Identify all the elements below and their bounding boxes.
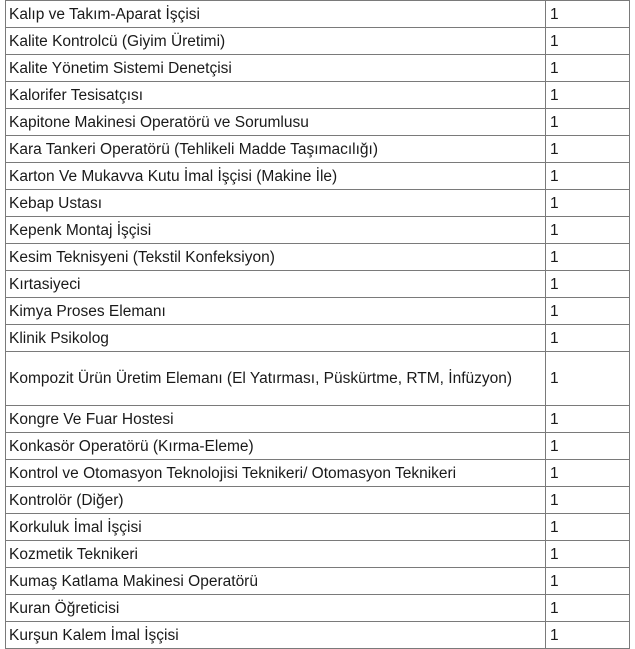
count-cell: 1 [546, 325, 630, 352]
table-row [6, 298, 630, 325]
occupation-name-cell: Kırtasiyeci [6, 271, 546, 298]
occupation-name-cell: Kompozit Ürün Üretim Elemanı (El Yatırması, Püskürtme, RTM, İnfüzyon) [6, 352, 546, 406]
occupation-table-body [6, 1, 630, 649]
table-row [6, 1, 630, 28]
occupation-name-cell: Kalıp ve Takım-Aparat İşçisi [6, 1, 546, 28]
count-cell: 1 [546, 460, 630, 487]
table-row [6, 352, 630, 406]
occupation-name-cell: Kalite Kontrolcü (Giyim Üretimi) [6, 28, 546, 55]
occupation-name-cell: Karton Ve Mukavva Kutu İmal İşçisi (Makine İle) [6, 163, 546, 190]
occupation-name-cell: Kalite Yönetim Sistemi Denetçisi [6, 55, 546, 82]
count-cell: 1 [546, 109, 630, 136]
occupation-name-cell: Kimya Proses Elemanı [6, 298, 546, 325]
table-row [6, 514, 630, 541]
count-cell: 1 [546, 217, 630, 244]
table-row [6, 568, 630, 595]
count-cell: 1 [546, 1, 630, 28]
count-cell: 1 [546, 244, 630, 271]
table-row [6, 622, 630, 649]
table-row [6, 460, 630, 487]
count-cell: 1 [546, 487, 630, 514]
occupation-name-cell: Kepenk Montaj İşçisi [6, 217, 546, 244]
table-row [6, 190, 630, 217]
table-row [6, 55, 630, 82]
occupation-name-cell: Kuran Öğreticisi [6, 595, 546, 622]
occupation-name-cell: Kozmetik Teknikeri [6, 541, 546, 568]
table-row [6, 433, 630, 460]
count-cell: 1 [546, 28, 630, 55]
occupation-name-cell: Konkasör Operatörü (Kırma-Eleme) [6, 433, 546, 460]
occupation-name-cell: Kontrolör (Diğer) [6, 487, 546, 514]
count-cell: 1 [546, 622, 630, 649]
count-cell: 1 [546, 136, 630, 163]
count-cell: 1 [546, 433, 630, 460]
occupation-name-cell: Kurşun Kalem İmal İşçisi [6, 622, 546, 649]
count-cell: 1 [546, 568, 630, 595]
count-cell: 1 [546, 352, 630, 406]
occupation-name-cell: Korkuluk İmal İşçisi [6, 514, 546, 541]
occupation-name-cell: Kebap Ustası [6, 190, 546, 217]
table-row [6, 244, 630, 271]
count-cell: 1 [546, 298, 630, 325]
count-cell: 1 [546, 271, 630, 298]
occupation-name-cell: Kesim Teknisyeni (Tekstil Konfeksiyon) [6, 244, 546, 271]
occupation-name-cell: Kontrol ve Otomasyon Teknolojisi Teknikeri/ Otomasyon Teknikeri [6, 460, 546, 487]
count-cell: 1 [546, 190, 630, 217]
occupation-name-cell: Kongre Ve Fuar Hostesi [6, 406, 546, 433]
occupation-name-cell: Kapitone Makinesi Operatörü ve Sorumlusu [6, 109, 546, 136]
table-row [6, 406, 630, 433]
table-row [6, 595, 630, 622]
table-row [6, 28, 630, 55]
count-cell: 1 [546, 163, 630, 190]
count-cell: 1 [546, 82, 630, 109]
occupation-table-container [5, 0, 629, 649]
occupation-name-cell: Kara Tankeri Operatörü (Tehlikeli Madde Taşımacılığı) [6, 136, 546, 163]
table-row [6, 541, 630, 568]
table-row [6, 109, 630, 136]
table-row [6, 487, 630, 514]
occupation-table [5, 0, 630, 649]
count-cell: 1 [546, 595, 630, 622]
table-row [6, 82, 630, 109]
table-row [6, 325, 630, 352]
table-row [6, 136, 630, 163]
count-cell: 1 [546, 406, 630, 433]
occupation-name-cell: Kumaş Katlama Makinesi Operatörü [6, 568, 546, 595]
count-cell: 1 [546, 541, 630, 568]
table-row [6, 271, 630, 298]
count-cell: 1 [546, 514, 630, 541]
table-row [6, 163, 630, 190]
table-row [6, 217, 630, 244]
occupation-name-cell: Kalorifer Tesisatçısı [6, 82, 546, 109]
occupation-name-cell: Klinik Psikolog [6, 325, 546, 352]
count-cell: 1 [546, 55, 630, 82]
